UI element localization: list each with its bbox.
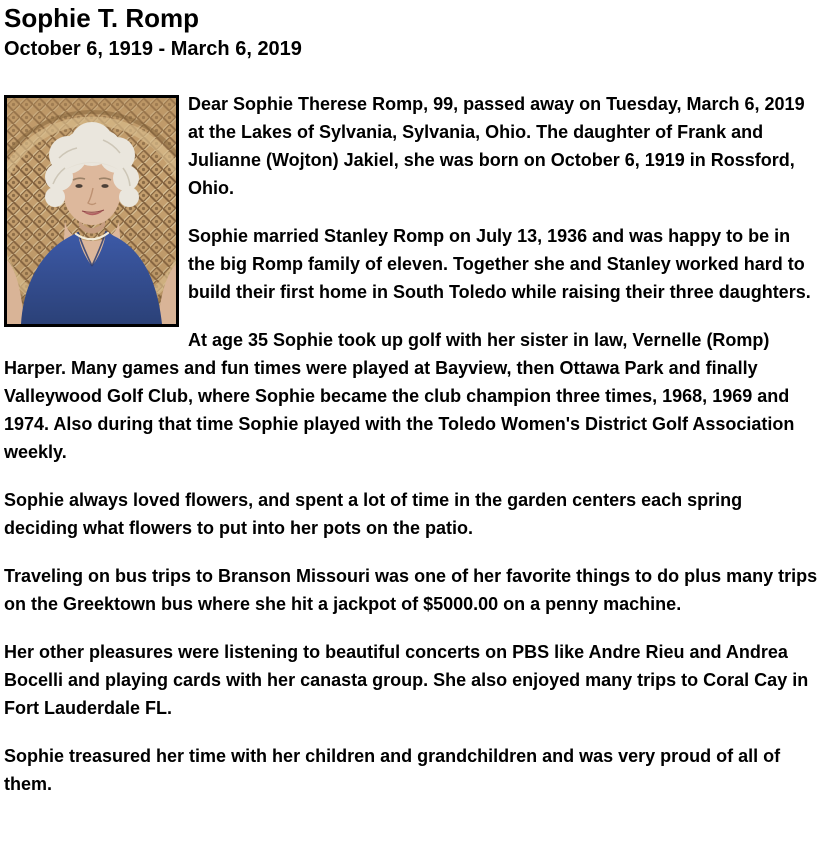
obituary-paragraph-3: At age 35 Sophie took up golf with her sister in law, Vernelle (Romp) Harper. Many games and fun times were played at Bayview, then Ottawa Park and finally Valleywood Golf Club, where Sophie became the club champion three times, 1968, 1969 and 1974. Also during that time Sophie played with the Toledo Women's District Golf Association weekly. (4, 330, 795, 462)
obituary-paragraph-5: Traveling on bus trips to Branson Missouri was one of her favorite things to do plus many trips on the Greektown bus where she hit a jackpot of $5000.00 on a penny machine. (4, 566, 818, 614)
portrait-photo-illustration (7, 98, 176, 324)
obituary-paragraph-7: Sophie treasured her time with her children and grandchildren and was very proud of all of them. (4, 746, 781, 794)
obituary-paragraph-4: Sophie always loved flowers, and spent a lot of time in the garden centers each spring deciding what flowers to put into her pots on the patio. (4, 490, 743, 538)
obituary-paragraph-2: Sophie married Stanley Romp on July 13, 1936 and was happy to be in the big Romp family of eleven. Together she and Stanley worked hard to build their first home in South Toledo while raising their three daughters. (188, 226, 811, 302)
obituary-paragraph-6: Her other pleasures were listening to beautiful concerts on PBS like Andre Rieu and Andrea Bocelli and playing cards with her canasta group. She also enjoyed many trips to Coral Cay in Fort Lauderdale FL. (4, 642, 809, 718)
obituary-paragraph-1: Dear Sophie Therese Romp, 99, passed away on Tuesday, March 6, 2019 at the Lakes of Sylvania, Sylvania, Ohio. The daughter of Frank and Julianne (Wojton) Jakiel, she was born on October 6, 1919 in Rossford, Ohio. (188, 94, 805, 198)
life-dates: October 6, 1919 - March 6, 2019 (4, 38, 302, 60)
portrait-photo (4, 95, 179, 327)
page-title: Sophie T. Romp (4, 3, 199, 33)
